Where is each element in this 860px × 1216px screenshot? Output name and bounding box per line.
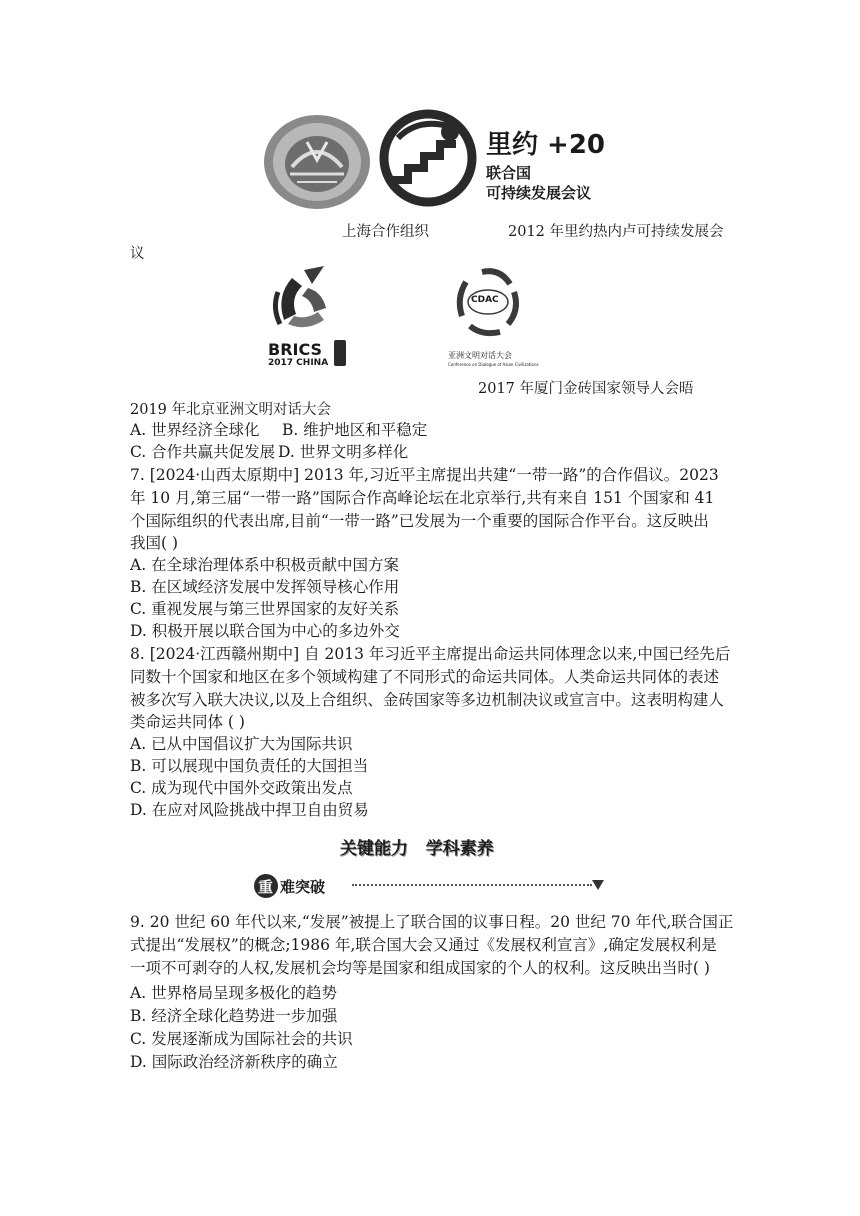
arrow-down-icon xyxy=(592,880,604,890)
q8-stem-line4: 类命运共同体 ( ) xyxy=(130,713,245,731)
q9-stem-line2: 式提出“发展权”的概念;1986 年,联合国大会又通过《发展权利宣言》,确定发展权利是 xyxy=(130,936,717,954)
subsection-badge-text: 重 xyxy=(258,878,274,896)
brics-logo-sub: 2017 CHINA xyxy=(268,358,329,368)
q8-stem-line1: 8. [2024·江西赣州期中] 自 2013 年习近平主席提出命运共同体理念以来,中国已经先后 xyxy=(130,645,731,663)
subsection-header xyxy=(254,872,606,900)
brics-logo-text: BRICS xyxy=(268,340,323,359)
q7-stem-line1: 7. [2024·山西太原期中] 2013 年,习近平主席提出共建“一带一路”的合作倡议。2023 xyxy=(130,466,719,484)
q8-stem-line2: 同数十个国家和地区在多个领域构建了不同形式的命运共同体。人类命运共同体的表述 xyxy=(130,668,720,686)
rio20-logo-line1: 联合国 xyxy=(486,164,532,182)
q8-stem-line3: 被多次写入联大决议,以及上合组织、金砖国家等多边机制决议或宣言中。这表明构建人 xyxy=(130,691,724,709)
sco-caption: 上海合作组织 xyxy=(342,224,429,240)
cdac-logo-en: Conference on Dialogue of Asian Civilizations xyxy=(448,362,539,367)
q8-option-a: A. 已从中国倡议扩大为国际共识 xyxy=(130,735,353,753)
subsection-title: 难突破 xyxy=(280,878,326,896)
sco-logo xyxy=(262,112,372,212)
q6-option-b: B. 维护地区和平稳定 xyxy=(282,421,428,439)
q9-stem-line3: 一项不可剥夺的人权,发展机会均等是国家和组成国家的个人的权利。这反映出当时( ) xyxy=(130,959,710,977)
q7-option-b: B. 在区域经济发展中发挥领导核心作用 xyxy=(130,578,400,596)
cdac-logo xyxy=(440,262,600,372)
section-title: 关键能力 学科素养 xyxy=(340,839,494,859)
cdac-logo-cn: 亚洲文明对话大会 xyxy=(448,351,512,360)
q7-stem-line4: 我国( ) xyxy=(130,534,179,552)
rio20-logo xyxy=(378,108,604,208)
brics-seal xyxy=(334,340,346,366)
q7-stem-line2: 年 10 月,第三届“一带一路”国际合作高峰论坛在北京举行,共有来自 151 个国家和 41 xyxy=(130,489,715,507)
q7-stem-line3: 个国际组织的代表出席,目前“一带一路”已发展为一个重要的国际合作平台。这反映出 xyxy=(130,512,709,530)
q8-option-d: D. 在应对风险挑战中捍卫自由贸易 xyxy=(130,801,369,819)
brics-logo xyxy=(262,262,350,372)
q8-option-c: C. 成为现代中国外交政策出发点 xyxy=(130,779,353,797)
rio-caption-wrap: 议 xyxy=(130,246,145,262)
cdac-logo-text: CDAC xyxy=(471,295,499,305)
q9-option-a: A. 世界格局呈现多极化的趋势 xyxy=(130,984,338,1002)
q9-stem-line1: 9. 20 世纪 60 年代以来,“发展”被提上了联合国的议事日程。20 世纪 70 年代,联合国正 xyxy=(130,913,734,931)
section-banner xyxy=(340,832,530,858)
q6-option-a: A. 世界经济全球化 xyxy=(130,421,260,439)
q6-option-d: D. 世界文明多样化 xyxy=(278,443,409,461)
q7-option-c: C. 重视发展与第三世界国家的友好关系 xyxy=(130,600,400,618)
q6-option-c: C. 合作共赢共促发展 xyxy=(130,443,276,461)
q9-option-b: B. 经济全球化趋势进一步加强 xyxy=(130,1007,338,1025)
q7-option-a: A. 在全球治理体系中积极贡献中国方案 xyxy=(130,556,400,574)
q8-option-b: B. 可以展现中国负责任的大国担当 xyxy=(130,757,369,775)
subsection-rule xyxy=(352,884,592,886)
q9-option-d: D. 国际政治经济新秩序的确立 xyxy=(130,1053,338,1071)
brics-caption: 2017 年厦门金砖国家领导人会晤 xyxy=(478,381,694,397)
q7-option-d: D. 积极开展以联合国为中心的多边外交 xyxy=(130,622,400,640)
rio20-logo-title: 里约 +20 xyxy=(486,130,606,160)
rio20-logo-line2: 可持续发展会议 xyxy=(486,184,592,202)
q9-option-c: C. 发展逐渐成为国际社会的共识 xyxy=(130,1030,353,1048)
cdac-caption: 2019 年北京亚洲文明对话大会 xyxy=(130,402,332,418)
rio-caption: 2012 年里约热内卢可持续发展会 xyxy=(508,224,724,240)
